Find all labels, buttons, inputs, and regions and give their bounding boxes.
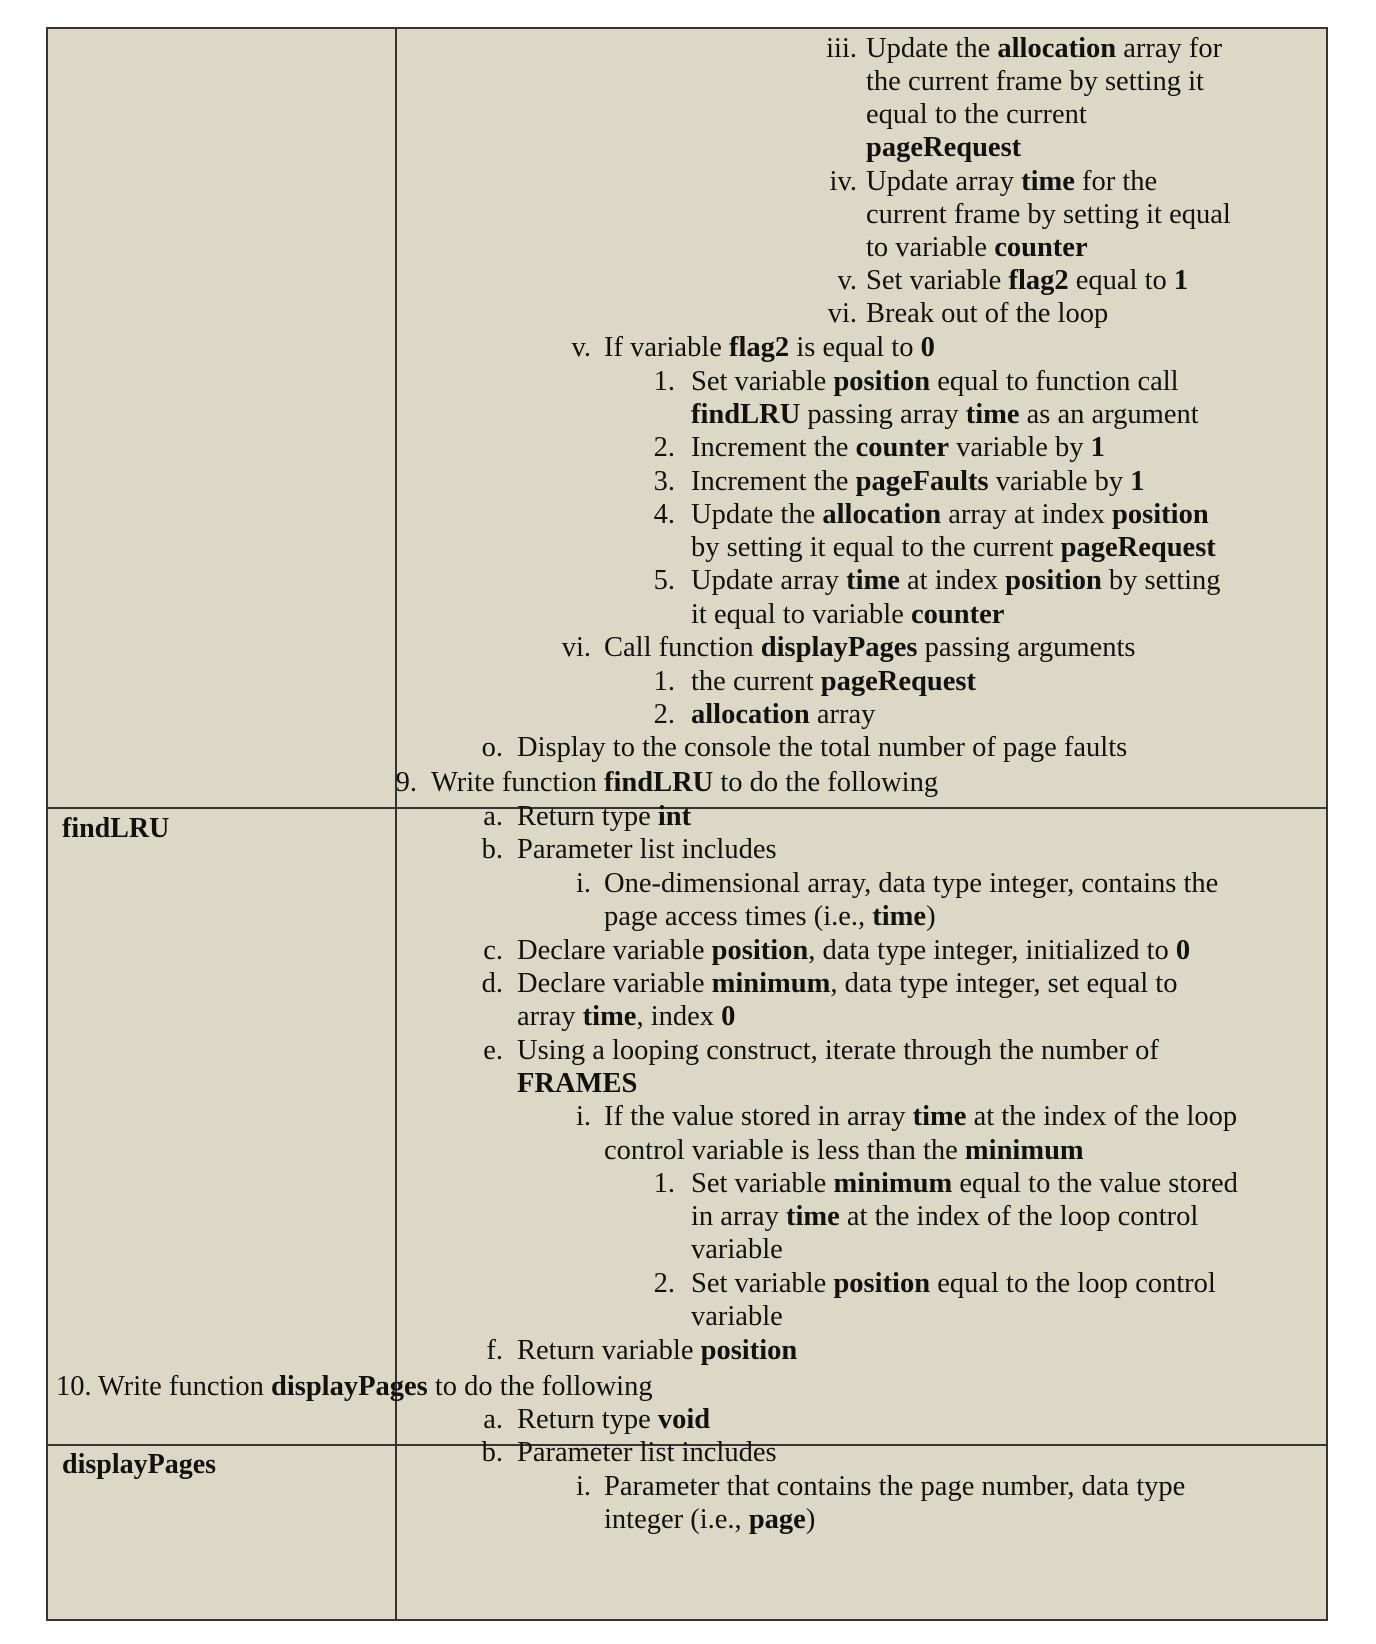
instruction-line xyxy=(691,1300,783,1334)
text-segment: Update the xyxy=(691,499,823,530)
bold-term: void xyxy=(657,1404,711,1435)
list-marker: c. xyxy=(483,935,503,966)
bold-term: 0 xyxy=(920,332,935,363)
bold-term: FRAMES xyxy=(517,1068,638,1099)
list-marker: iii. xyxy=(826,33,857,64)
bold-term: allocation xyxy=(997,33,1117,64)
list-marker: 1. xyxy=(653,366,675,397)
bold-term: position xyxy=(1112,499,1209,530)
instruction-line xyxy=(691,698,875,732)
instruction-line xyxy=(866,65,1204,99)
instruction-line xyxy=(691,365,1179,399)
bold-term: pageFaults xyxy=(855,466,989,497)
text-segment: Display to the console the total number of page faults xyxy=(517,732,1128,763)
list-marker: 10. xyxy=(56,1371,92,1402)
text-segment: If variable xyxy=(604,332,730,363)
instruction-line xyxy=(604,867,1218,901)
text-segment: page access times (i.e., xyxy=(604,901,873,932)
text-segment: in array xyxy=(691,1201,786,1232)
instruction-line xyxy=(517,1000,735,1034)
text-segment: control variable is less than the xyxy=(604,1135,965,1166)
list-marker: 2. xyxy=(653,1268,675,1299)
instruction-line xyxy=(691,498,1209,532)
text-segment: Set variable xyxy=(691,1268,834,1299)
list-marker: e. xyxy=(483,1035,503,1066)
text-segment: to do the following xyxy=(427,1371,653,1402)
text-segment: One-dimensional array, data type integer, contains the xyxy=(604,868,1219,899)
text-segment: Parameter that contains the page number, data type xyxy=(604,1471,1186,1502)
bold-term: pageRequest xyxy=(1060,532,1216,563)
text-segment: ) xyxy=(805,1504,816,1535)
instruction-line xyxy=(517,731,1127,765)
text-segment: passing array xyxy=(800,399,966,430)
instruction-line xyxy=(517,1334,797,1368)
bold-term: displayPages xyxy=(760,632,918,663)
bold-term: allocation xyxy=(691,699,810,730)
text-segment: by setting it equal to the current xyxy=(691,532,1061,563)
instruction-line xyxy=(691,398,1199,432)
text-segment: equal to function call xyxy=(930,366,1179,397)
instruction-line xyxy=(691,564,1221,598)
text-segment: , data type integer, initialized to xyxy=(808,935,1176,966)
text-segment: it equal to variable xyxy=(691,599,911,630)
bold-term: minimum xyxy=(964,1135,1084,1166)
text-segment: Increment the xyxy=(691,466,856,497)
list-marker: 1. xyxy=(653,1168,675,1199)
bold-term: time xyxy=(912,1101,967,1132)
text-segment: array at index xyxy=(941,499,1113,530)
bold-term: position xyxy=(833,366,931,397)
text-segment: is equal to xyxy=(789,332,921,363)
list-marker: i. xyxy=(575,868,591,899)
list-marker: o. xyxy=(481,732,503,763)
list-marker: 2. xyxy=(653,699,675,730)
text-segment: Update array xyxy=(866,166,1022,197)
text-segment: the current frame by setting it xyxy=(866,66,1204,97)
list-marker: 2. xyxy=(653,432,675,463)
bold-term: time xyxy=(846,565,900,596)
list-marker: iv. xyxy=(829,166,857,197)
text-segment: equal to the loop control xyxy=(930,1268,1216,1299)
text-segment: equal to xyxy=(1068,265,1174,296)
bold-term: minimum xyxy=(833,1168,953,1199)
text-segment: Declare variable xyxy=(517,968,712,999)
bold-term: displayPages xyxy=(270,1371,428,1402)
instructions-table xyxy=(46,27,1328,1621)
text-segment: Set variable xyxy=(866,265,1009,296)
bold-term: time xyxy=(872,901,927,932)
text-segment: array for xyxy=(1116,33,1223,64)
instruction-line xyxy=(866,264,1188,298)
text-segment: Call function xyxy=(604,632,761,663)
bold-term: counter xyxy=(855,432,949,463)
text-segment: passing arguments xyxy=(917,632,1136,663)
text-segment: Declare variable xyxy=(517,935,712,966)
instruction-line xyxy=(866,198,1231,232)
bold-term: findLRU xyxy=(691,399,801,430)
instruction-line xyxy=(604,331,935,365)
bold-term: minimum xyxy=(711,968,831,999)
list-marker: vi. xyxy=(827,298,857,329)
text-segment: array xyxy=(809,699,876,730)
bold-term: 0 xyxy=(1175,935,1191,966)
instruction-line xyxy=(691,531,1216,565)
text-segment: Return variable xyxy=(517,1335,701,1366)
bold-term: pageRequest xyxy=(820,666,976,697)
text-segment: for the xyxy=(1074,166,1158,197)
list-marker: 9. xyxy=(395,767,417,798)
instruction-line xyxy=(604,631,1135,665)
instruction-line xyxy=(517,1034,1159,1068)
text-segment: Write function xyxy=(431,767,604,798)
instruction-line xyxy=(691,1200,1198,1234)
text-segment: variable xyxy=(691,1234,783,1265)
instruction-line xyxy=(604,900,936,934)
text-segment: variable by xyxy=(948,432,1091,463)
text-segment: If the value stored in array xyxy=(604,1101,913,1132)
bold-term: pageRequest xyxy=(866,132,1022,163)
instruction-line xyxy=(517,1436,777,1470)
instruction-line xyxy=(866,131,1021,165)
instruction-line xyxy=(866,297,1108,331)
text-segment: Update array xyxy=(691,565,847,596)
instruction-line xyxy=(866,165,1157,199)
instruction-line xyxy=(517,800,691,834)
list-marker: 5. xyxy=(653,565,675,596)
instruction-line xyxy=(691,1233,783,1267)
text-segment: as an argument xyxy=(1019,399,1199,430)
instruction-line xyxy=(517,967,1177,1001)
text-segment: , data type integer, set equal to xyxy=(830,968,1178,999)
instruction-line xyxy=(517,1067,637,1101)
instruction-line xyxy=(691,665,976,699)
list-marker: v. xyxy=(571,332,591,363)
text-segment: Set variable xyxy=(691,1168,834,1199)
text-segment: at the index of the loop xyxy=(966,1101,1238,1132)
bold-term: findLRU xyxy=(603,767,714,798)
text-segment: to variable xyxy=(866,232,995,263)
text-segment: array xyxy=(517,1001,583,1032)
text-segment: ) xyxy=(926,901,936,932)
list-marker: v. xyxy=(837,265,857,296)
list-marker: a. xyxy=(483,1404,503,1435)
bold-term: flag2 xyxy=(1008,265,1069,296)
instruction-line xyxy=(691,598,1004,632)
text-segment: Using a looping construct, iterate through the number of xyxy=(517,1035,1159,1066)
instruction-line xyxy=(691,431,1105,465)
bold-term: position xyxy=(711,935,809,966)
text-segment: variable xyxy=(691,1301,783,1332)
text-segment: Parameter list includes xyxy=(517,1437,777,1468)
bold-term: page xyxy=(748,1504,806,1535)
bold-term: allocation xyxy=(822,499,942,530)
bold-term: position xyxy=(833,1268,931,1299)
text-segment: Return type xyxy=(517,801,658,832)
instruction-line xyxy=(604,1100,1237,1134)
bold-term: 1 xyxy=(1173,265,1189,296)
text-segment: Parameter list includes xyxy=(517,834,777,865)
list-marker: b. xyxy=(481,1437,503,1468)
bold-term: position xyxy=(700,1335,798,1366)
list-marker: 3. xyxy=(653,466,675,497)
bold-term: 1 xyxy=(1130,466,1145,497)
instruction-line xyxy=(691,1267,1216,1301)
bold-term: time xyxy=(785,1201,840,1232)
text-segment: to do the following xyxy=(713,767,939,798)
list-marker: d. xyxy=(481,968,503,999)
instruction-line xyxy=(691,465,1145,499)
instruction-line xyxy=(517,833,777,867)
text-segment: at index xyxy=(899,565,1006,596)
instruction-line xyxy=(866,231,1088,265)
list-marker: b. xyxy=(481,834,503,865)
text-segment: Set variable xyxy=(691,366,834,397)
list-marker: i. xyxy=(575,1471,591,1502)
instruction-line xyxy=(866,32,1222,66)
instruction-line xyxy=(517,1403,710,1437)
bold-term: time xyxy=(965,399,1020,430)
text-segment: equal to the current xyxy=(866,99,1087,130)
text-segment: equal to the value stored xyxy=(952,1168,1238,1199)
instruction-line xyxy=(866,98,1087,132)
text-segment: , index xyxy=(636,1001,722,1032)
text-segment: variable by xyxy=(988,466,1131,497)
instruction-line xyxy=(691,1167,1238,1201)
list-marker: a. xyxy=(483,801,503,832)
function-name-cell: displayPages xyxy=(62,1449,217,1480)
instruction-line xyxy=(517,934,1190,968)
list-marker: vi. xyxy=(561,632,591,663)
bold-term: 0 xyxy=(721,1001,736,1032)
text-segment: Increment the xyxy=(691,432,856,463)
text-segment: integer (i.e., xyxy=(604,1504,749,1535)
bold-term: 1 xyxy=(1090,432,1105,463)
bold-term: position xyxy=(1005,565,1102,596)
list-marker: 1. xyxy=(653,666,675,697)
bold-term: time xyxy=(582,1001,637,1032)
list-marker: f. xyxy=(486,1335,503,1366)
list-marker: 4. xyxy=(653,499,675,530)
bold-term: time xyxy=(1021,166,1075,197)
function-name-cell: findLRU xyxy=(62,813,170,844)
instruction-line xyxy=(431,766,938,800)
bold-term: flag2 xyxy=(729,332,790,363)
text-segment: Return type xyxy=(517,1404,658,1435)
text-segment: at the index of the loop control xyxy=(839,1201,1199,1232)
text-segment: Break out of the loop xyxy=(866,298,1109,329)
text-segment: Write function xyxy=(98,1371,271,1402)
instruction-line xyxy=(98,1370,653,1404)
bold-term: int xyxy=(657,801,692,832)
instruction-line xyxy=(604,1134,1084,1168)
bold-term: counter xyxy=(994,232,1088,263)
text-segment: Update the xyxy=(866,33,998,64)
bold-term: counter xyxy=(911,599,1005,630)
instruction-line xyxy=(604,1503,815,1537)
list-marker: i. xyxy=(575,1101,591,1132)
text-segment: the current xyxy=(691,666,821,697)
instruction-line xyxy=(604,1470,1185,1504)
text-segment: current frame by setting it equal xyxy=(866,199,1231,230)
text-segment: by setting xyxy=(1101,565,1221,596)
